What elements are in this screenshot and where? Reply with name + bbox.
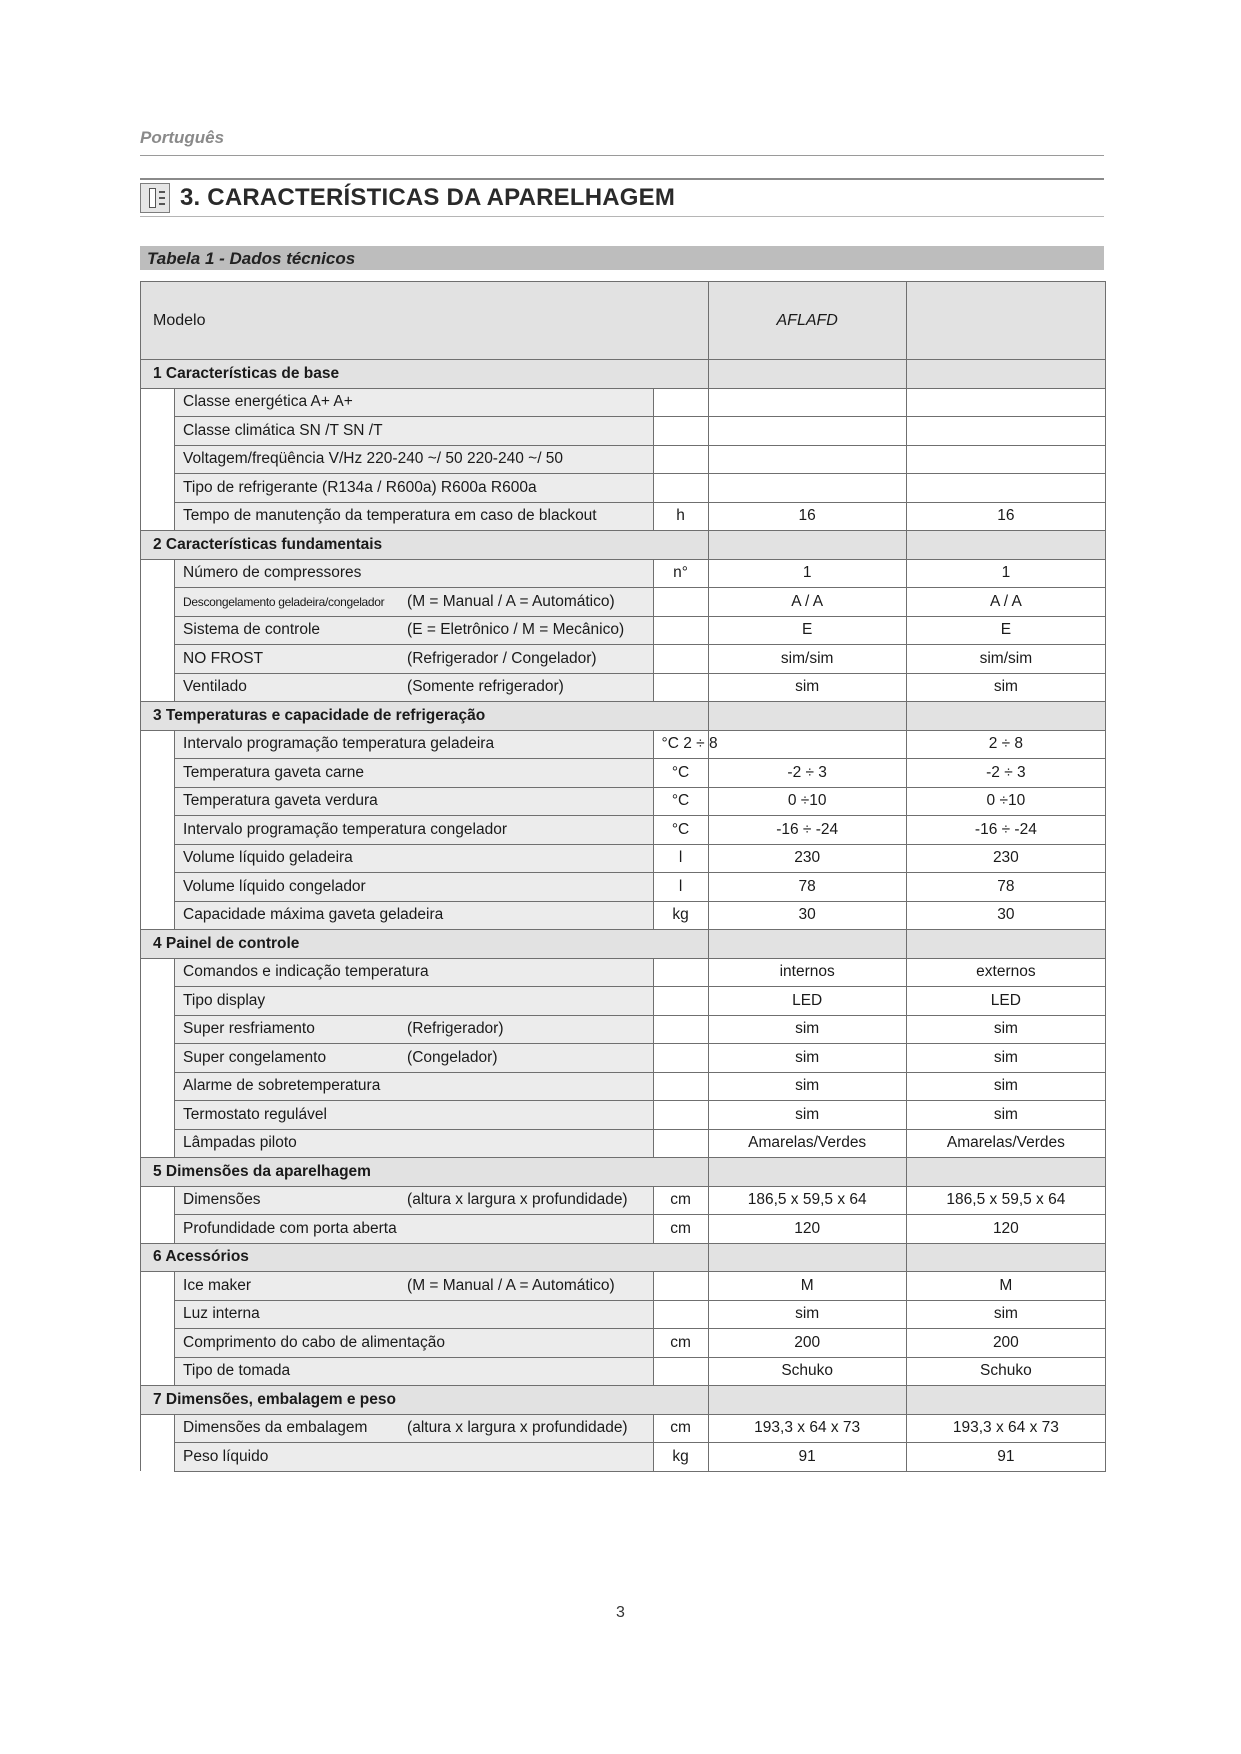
indent-cell	[141, 987, 175, 1016]
row-description: Termostato regulável	[183, 1105, 327, 1123]
row-label-cell	[175, 1015, 653, 1044]
row-description: Lâmpadas piloto	[183, 1134, 297, 1152]
table-row	[141, 388, 1106, 417]
indent-cell	[141, 474, 175, 503]
value-cell: sim	[906, 1015, 1105, 1044]
indent-cell	[141, 445, 175, 474]
row-description: Voltagem/freqüência V/Hz 220-240 ~/ 50 220-240 ~/ 50	[183, 450, 564, 468]
row-label-cell	[175, 1300, 653, 1329]
group-title: 7 Dimensões, embalagem e peso	[141, 1386, 709, 1415]
unit-cell: kg	[653, 901, 708, 930]
unit-cell: h	[653, 502, 708, 531]
group-empty-cell	[906, 1386, 1105, 1415]
group-empty-cell	[708, 702, 906, 731]
value-cell	[708, 474, 906, 503]
table-row	[141, 673, 1106, 702]
unit-cell	[653, 958, 708, 987]
value-cell: externos	[906, 958, 1105, 987]
row-label-cell	[175, 1072, 653, 1101]
row-label-cell	[175, 1129, 653, 1158]
value-cell: 193,3 x 64 x 73	[708, 1414, 906, 1443]
value-cell: 78	[906, 873, 1105, 902]
indent-cell	[141, 417, 175, 446]
unit-cell	[653, 417, 708, 446]
indent-cell	[141, 1072, 175, 1101]
table-row	[141, 1357, 1106, 1386]
group-row	[141, 930, 1106, 959]
group-empty-cell	[906, 1243, 1105, 1272]
table-row	[141, 1129, 1106, 1158]
unit-cell	[653, 645, 708, 674]
group-title: 2 Características fundamentais	[141, 531, 709, 560]
value-cell: M	[906, 1272, 1105, 1301]
value-cell: 91	[708, 1443, 906, 1472]
row-description: Tipo display	[183, 991, 266, 1009]
group-title: 1 Características de base	[141, 360, 709, 389]
value-cell: sim	[906, 1072, 1105, 1101]
indent-cell	[141, 559, 175, 588]
row-label-cell	[175, 502, 653, 531]
indent-cell	[141, 844, 175, 873]
group-empty-cell	[708, 1243, 906, 1272]
row-description: Capacidade máxima gaveta geladeira	[183, 906, 444, 924]
row-description: Intervalo programação temperatura geladeira	[183, 735, 495, 753]
table-row	[141, 1272, 1106, 1301]
value-cell: -2 ÷ 3	[906, 759, 1105, 788]
value-cell: 16	[906, 502, 1105, 531]
table-row	[141, 559, 1106, 588]
unit-cell: cm	[653, 1186, 708, 1215]
model-label: Modelo	[141, 282, 709, 360]
row-description: Descongelamento geladeira/congelador	[183, 594, 385, 609]
row-description: Peso líquido	[183, 1447, 269, 1465]
row-description: Tipo de tomada	[183, 1362, 291, 1380]
row-description: Temperatura gaveta verdura	[183, 792, 378, 810]
value-cell: sim/sim	[906, 645, 1105, 674]
indent-cell	[141, 1129, 175, 1158]
table-row	[141, 787, 1106, 816]
language-label: Português	[140, 128, 225, 147]
unit-cell	[653, 616, 708, 645]
value-cell: 200	[906, 1329, 1105, 1358]
row-label-cell	[175, 1101, 653, 1130]
row-note: (altura x largura x profundidade)	[407, 1191, 628, 1209]
value-cell: 1	[708, 559, 906, 588]
row-label-cell	[175, 588, 653, 617]
unit-cell	[653, 388, 708, 417]
unit-cell	[653, 987, 708, 1016]
row-label-cell	[175, 1443, 653, 1472]
table-row	[141, 816, 1106, 845]
indent-cell	[141, 730, 175, 759]
row-description: Tempo de manutenção da temperatura em caso de blackout	[183, 507, 597, 525]
group-empty-cell	[708, 531, 906, 560]
unit-cell	[653, 1300, 708, 1329]
unit-cell	[653, 474, 708, 503]
row-description: Super resfriamento	[183, 1020, 315, 1038]
group-row	[141, 1386, 1106, 1415]
value-cell: A / A	[906, 588, 1105, 617]
value-cell: Schuko	[708, 1357, 906, 1386]
value-cell: sim	[906, 1044, 1105, 1073]
indent-cell	[141, 1044, 175, 1073]
indent-cell	[141, 1015, 175, 1044]
row-label-cell	[175, 873, 653, 902]
value-cell: 200	[708, 1329, 906, 1358]
value-cell: 1	[906, 559, 1105, 588]
value-cell: Amarelas/Verdes	[906, 1129, 1105, 1158]
value-cell: 2 ÷ 8	[906, 730, 1105, 759]
indent-cell	[141, 1414, 175, 1443]
table-row	[141, 445, 1106, 474]
row-label-cell	[175, 958, 653, 987]
indent-cell	[141, 1215, 175, 1244]
unit-cell: l	[653, 873, 708, 902]
indent-cell	[141, 616, 175, 645]
value-cell	[708, 388, 906, 417]
indent-cell	[141, 388, 175, 417]
indent-cell	[141, 787, 175, 816]
unit-cell: n°	[653, 559, 708, 588]
row-note: (altura x largura x profundidade)	[407, 1419, 628, 1437]
row-description: Volume líquido geladeira	[183, 849, 353, 867]
table-row	[141, 417, 1106, 446]
table-caption: Tabela 1 - Dados técnicos	[140, 246, 1104, 270]
row-description: Ice maker	[183, 1276, 252, 1294]
value-cell: 16	[708, 502, 906, 531]
unit-cell	[653, 1044, 708, 1073]
technical-data-table	[140, 281, 1106, 1472]
table-row	[141, 844, 1106, 873]
table-row	[141, 987, 1106, 1016]
value-cell: 120	[906, 1215, 1105, 1244]
indent-cell	[141, 1101, 175, 1130]
row-label-cell	[175, 1272, 653, 1301]
unit-cell	[653, 673, 708, 702]
row-description: Profundidade com porta aberta	[183, 1219, 397, 1237]
group-empty-cell	[906, 531, 1105, 560]
table-row	[141, 1186, 1106, 1215]
table-row	[141, 1072, 1106, 1101]
row-description: Comandos e indicação temperatura	[183, 963, 429, 981]
group-row	[141, 1243, 1106, 1272]
table-row	[141, 616, 1106, 645]
thermometer-manual-icon	[140, 183, 170, 213]
indent-cell	[141, 1272, 175, 1301]
value-cell: 30	[708, 901, 906, 930]
value-cell: sim	[906, 1101, 1105, 1130]
row-note: (Refrigerador / Congelador)	[407, 649, 597, 667]
value-cell: A / A	[708, 588, 906, 617]
row-description: Volume líquido congelador	[183, 877, 366, 895]
indent-cell	[141, 1443, 175, 1472]
row-description: Classe energética A+ A+	[183, 393, 353, 411]
unit-cell: cm	[653, 1215, 708, 1244]
indent-cell	[141, 1357, 175, 1386]
value-cell: -2 ÷ 3	[708, 759, 906, 788]
row-description: Tipo de refrigerante (R134a / R600a) R600a R600a	[183, 478, 537, 496]
row-label-cell	[175, 816, 653, 845]
table-row	[141, 1443, 1106, 1472]
section-title: 3. CARACTERÍSTICAS DA APARELHAGEM	[180, 184, 676, 211]
group-title: 6 Acessórios	[141, 1243, 709, 1272]
row-label-cell	[175, 559, 653, 588]
group-row	[141, 531, 1106, 560]
table-row	[141, 588, 1106, 617]
table-row	[141, 645, 1106, 674]
row-note: (Refrigerador)	[407, 1020, 504, 1038]
indent-cell	[141, 873, 175, 902]
value-cell: sim	[708, 1101, 906, 1130]
value-cell	[708, 445, 906, 474]
unit-cell: °C	[653, 759, 708, 788]
row-note: (E = Eletrônico / M = Mecânico)	[407, 621, 625, 639]
row-label-cell	[175, 474, 653, 503]
unit-cell	[653, 1129, 708, 1158]
indent-cell	[141, 816, 175, 845]
unit-cell: °C	[653, 787, 708, 816]
row-label-cell	[175, 1414, 653, 1443]
value-cell: 186,5 x 59,5 x 64	[708, 1186, 906, 1215]
row-label-cell	[175, 1357, 653, 1386]
group-empty-cell	[708, 360, 906, 389]
table-row	[141, 1044, 1106, 1073]
table-header-row	[141, 282, 1106, 360]
value-cell: E	[708, 616, 906, 645]
model-code: AFLAFD	[708, 282, 906, 360]
row-description: Ventilado	[183, 678, 247, 696]
row-label-cell	[175, 901, 653, 930]
value-cell: internos	[708, 958, 906, 987]
indent-cell	[141, 502, 175, 531]
row-description: Número de compressores	[183, 564, 362, 582]
table-row	[141, 958, 1106, 987]
row-label-cell	[175, 673, 653, 702]
indent-cell	[141, 958, 175, 987]
group-empty-cell	[708, 1158, 906, 1187]
indent-cell	[141, 645, 175, 674]
unit-cell: kg	[653, 1443, 708, 1472]
value-cell: sim/sim	[708, 645, 906, 674]
model-code-2	[906, 282, 1105, 360]
unit-cell	[653, 1015, 708, 1044]
value-cell: 230	[906, 844, 1105, 873]
table-row	[141, 1215, 1106, 1244]
value-cell: 186,5 x 59,5 x 64	[906, 1186, 1105, 1215]
row-note: (Congelador)	[407, 1048, 498, 1066]
table-row	[141, 901, 1106, 930]
value-cell: 0 ÷10	[708, 787, 906, 816]
unit-cell: °C	[653, 816, 708, 845]
unit-cell: °C 2 ÷ 8	[653, 730, 708, 759]
group-empty-cell	[906, 360, 1105, 389]
row-note: (M = Manual / A = Automático)	[407, 1276, 615, 1294]
indent-cell	[141, 1186, 175, 1215]
value-cell: sim	[708, 673, 906, 702]
group-row	[141, 1158, 1106, 1187]
value-cell: M	[708, 1272, 906, 1301]
row-label-cell	[175, 759, 653, 788]
page-number: 3	[616, 1604, 625, 1621]
row-note: (Somente refrigerador)	[407, 678, 564, 696]
group-empty-cell	[906, 1158, 1105, 1187]
row-label-cell	[175, 1186, 653, 1215]
section-title-rule-bottom	[140, 216, 1104, 217]
table-row	[141, 759, 1106, 788]
group-title: 5 Dimensões da aparelhagem	[141, 1158, 709, 1187]
unit-cell: l	[653, 844, 708, 873]
unit-cell: cm	[653, 1329, 708, 1358]
group-row	[141, 702, 1106, 731]
value-cell: sim	[906, 1300, 1105, 1329]
value-cell: sim	[708, 1015, 906, 1044]
row-label-cell	[175, 417, 653, 446]
value-cell: 193,3 x 64 x 73	[906, 1414, 1105, 1443]
value-cell: 120	[708, 1215, 906, 1244]
indent-cell	[141, 901, 175, 930]
value-cell	[708, 417, 906, 446]
value-cell: -16 ÷ -24	[906, 816, 1105, 845]
group-row	[141, 360, 1106, 389]
indent-cell	[141, 1300, 175, 1329]
row-label-cell	[175, 1044, 653, 1073]
value-cell: Schuko	[906, 1357, 1105, 1386]
row-description: Super congelamento	[183, 1048, 327, 1066]
row-description: Intervalo programação temperatura congelador	[183, 820, 507, 838]
row-description: NO FROST	[183, 649, 264, 667]
value-cell: sim	[708, 1044, 906, 1073]
value-cell: 0 ÷10	[906, 787, 1105, 816]
row-label-cell	[175, 1215, 653, 1244]
row-label-cell	[175, 787, 653, 816]
table-row	[141, 1015, 1106, 1044]
value-cell: sim	[708, 1300, 906, 1329]
value-cell: sim	[708, 1072, 906, 1101]
value-cell	[906, 417, 1105, 446]
unit-cell	[653, 1272, 708, 1301]
unit-cell	[653, 588, 708, 617]
value-cell: LED	[906, 987, 1105, 1016]
row-note: (M = Manual / A = Automático)	[407, 592, 615, 610]
indent-cell	[141, 673, 175, 702]
table-row	[141, 502, 1106, 531]
value-cell	[708, 730, 906, 759]
table-row	[141, 1329, 1106, 1358]
group-title: 3 Temperaturas e capacidade de refrigeração	[141, 702, 709, 731]
row-description: Dimensões	[183, 1191, 261, 1209]
row-label-cell	[175, 844, 653, 873]
indent-cell	[141, 1329, 175, 1358]
table-row	[141, 730, 1106, 759]
group-empty-cell	[708, 1386, 906, 1415]
value-cell: 30	[906, 901, 1105, 930]
unit-cell	[653, 1357, 708, 1386]
value-cell: sim	[906, 673, 1105, 702]
table-row	[141, 873, 1106, 902]
value-cell: Amarelas/Verdes	[708, 1129, 906, 1158]
unit-cell	[653, 1101, 708, 1130]
row-description: Dimensões da embalagem	[183, 1419, 368, 1437]
indent-cell	[141, 588, 175, 617]
unit-cell	[653, 1072, 708, 1101]
row-label-cell	[175, 388, 653, 417]
row-description: Comprimento do cabo de alimentação	[183, 1333, 445, 1351]
unit-cell: cm	[653, 1414, 708, 1443]
table-row	[141, 1300, 1106, 1329]
row-description: Temperatura gaveta carne	[183, 763, 364, 781]
group-empty-cell	[708, 930, 906, 959]
group-title: 4 Painel de controle	[141, 930, 709, 959]
value-cell: 230	[708, 844, 906, 873]
row-label-cell	[175, 987, 653, 1016]
value-cell: LED	[708, 987, 906, 1016]
row-label-cell	[175, 616, 653, 645]
section-title-rule-top	[140, 178, 1104, 180]
row-description: Alarme de sobretemperatura	[183, 1077, 381, 1095]
row-description: Luz interna	[183, 1305, 260, 1323]
value-cell	[906, 445, 1105, 474]
value-cell: 78	[708, 873, 906, 902]
row-description: Classe climática SN /T SN /T	[183, 421, 383, 439]
table-row	[141, 1414, 1106, 1443]
value-cell: -16 ÷ -24	[708, 816, 906, 845]
row-label-cell	[175, 445, 653, 474]
indent-cell	[141, 759, 175, 788]
group-empty-cell	[906, 702, 1105, 731]
row-label-cell	[175, 730, 653, 759]
group-empty-cell	[906, 930, 1105, 959]
row-label-cell	[175, 645, 653, 674]
value-cell	[906, 474, 1105, 503]
unit-cell	[653, 445, 708, 474]
value-cell	[906, 388, 1105, 417]
value-cell: E	[906, 616, 1105, 645]
row-label-cell	[175, 1329, 653, 1358]
value-cell: 91	[906, 1443, 1105, 1472]
row-description: Sistema de controle	[183, 621, 321, 639]
table-row	[141, 1101, 1106, 1130]
table-row	[141, 474, 1106, 503]
header-rule	[140, 155, 1104, 156]
